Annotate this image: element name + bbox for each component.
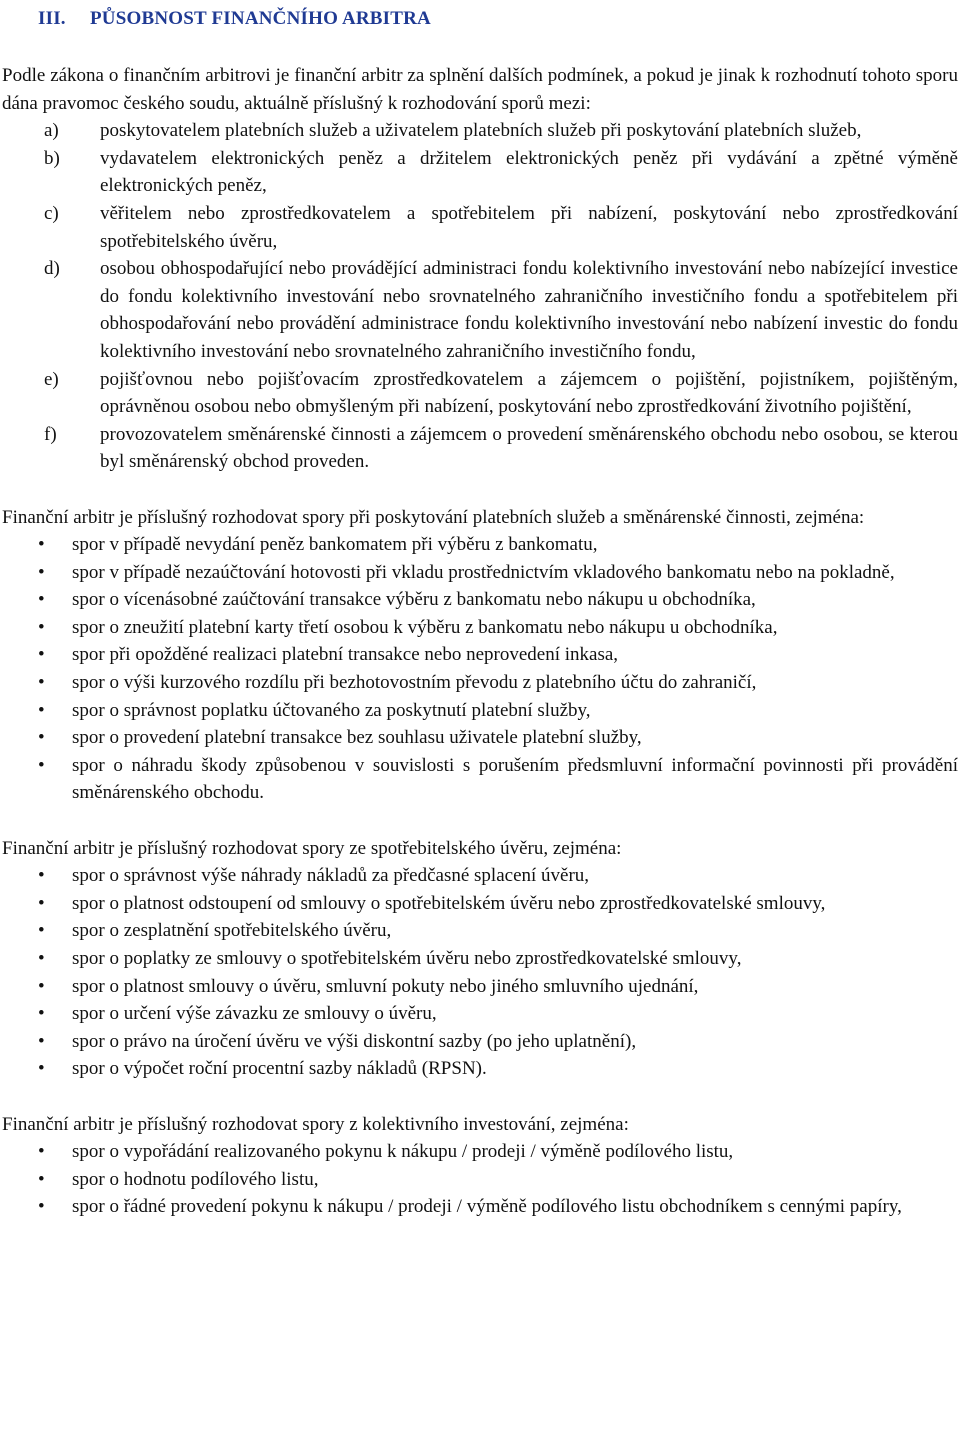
list-item-text: spor o platnost smlouvy o úvěru, smluvní pokuty nebo jiného smluvního ujednání, [72, 975, 699, 997]
payments-list [2, 531, 958, 807]
bullet-icon: • [38, 1003, 45, 1025]
list-item [2, 559, 958, 587]
bullet-icon: • [38, 892, 45, 914]
lettered-item [2, 200, 958, 255]
item-marker: f) [44, 423, 57, 445]
list-item [2, 724, 958, 752]
section-lead-consumer-credit: Finanční arbitr je příslušný rozhodovat spory ze spotřebitelského úvěru, zejména: [2, 837, 622, 859]
consumer-credit-list [2, 862, 958, 1083]
item-marker: b) [44, 147, 60, 169]
list-item-text: spor o provedení platební transakce bez souhlasu uživatele platební služby, [72, 727, 642, 749]
bullet-icon: • [38, 865, 45, 887]
lettered-item [2, 145, 958, 200]
list-item-text: spor o řádné provedení pokynu k nákupu / prodeji / výměně podílového listu obchodníkem s cennými papíry, [72, 1196, 902, 1218]
bullet-icon: • [38, 1168, 45, 1190]
item-marker: a) [44, 120, 59, 142]
lettered-list [2, 117, 958, 476]
section-lead-collective-investment: Finanční arbitr je příslušný rozhodovat spory z kolektivního investování, zejména: [2, 1113, 629, 1135]
list-item-text: spor o správnost poplatku účtovaného za poskytnutí platební služby, [72, 699, 591, 721]
bullet-icon: • [38, 699, 45, 721]
item-text: pojišťovnou nebo pojišťovacím zprostředkovatelem a zájemcem o pojištění, pojistníkem, pojištěným, oprávněnou osobou nebo obmyšleným při nabízení, poskytování nebo zprostředkování životního pojištění, [100, 368, 958, 418]
section-lead-payments: Finanční arbitr je příslušný rozhodovat spory při poskytování platebních služeb a směnárenské činnosti, zejména: [2, 506, 865, 528]
list-item [2, 1000, 958, 1028]
bullet-icon: • [38, 1196, 45, 1218]
item-text: vydavatelem elektronických peněz a držitelem elektronických peněz při vydávání a zpětné výměně elektronických peněz, [100, 147, 958, 197]
bullet-icon: • [38, 1058, 45, 1080]
list-item-text: spor o hodnotu podílového listu, [72, 1168, 319, 1190]
list-item [2, 531, 958, 559]
list-item [2, 1028, 958, 1056]
list-item [2, 890, 958, 918]
list-item [2, 641, 958, 669]
bullet-icon: • [38, 644, 45, 666]
item-marker: c) [44, 202, 59, 224]
lettered-item [2, 421, 958, 476]
item-marker: e) [44, 368, 59, 390]
list-item-text: spor o určení výše závazku ze smlouvy o úvěru, [72, 1003, 437, 1025]
list-item-text: spor o vícenásobné zaúčtování transakce výběru z bankomatu nebo nákupu u obchodníka, [72, 589, 756, 611]
bullet-icon: • [38, 920, 45, 942]
section-heading [38, 4, 958, 34]
spacer [2, 1083, 958, 1111]
bullet-icon: • [38, 534, 45, 556]
list-item [2, 1055, 958, 1083]
item-text: osobou obhospodařující nebo provádějící administraci fondu kolektivního investování nebo nabízející investice do fondu kolektivního investování nebo srovnatelného zahraničního investičního fondu a spotřebitelem při obhospodařování nebo provádění administrace fondu kolektivního investování nebo nabízení investic do fondu kolektivního investování nebo srovnatelného zahraničního investičního fondu, [100, 258, 958, 362]
list-item-text: spor o vypořádání realizovaného pokynu k nákupu / prodeji / výměně podílového listu, [72, 1141, 734, 1163]
list-item [2, 1166, 958, 1194]
section-title: PŮSOBNOST FINANČNÍHO ARBITRA [90, 8, 431, 29]
item-text: provozovatelem směnárenské činnosti a zájemcem o provedení směnárenského obchodu nebo osobou, se kterou byl směnárenský obchod proveden. [100, 423, 958, 473]
list-item-text: spor při opožděné realizaci platební transakce nebo neprovedení inkasa, [72, 644, 619, 666]
bullet-icon: • [38, 1030, 45, 1052]
item-text: poskytovatelem platebních služeb a uživatelem platebních služeb při poskytování platebních služeb, [100, 120, 862, 142]
bullet-icon: • [38, 616, 45, 638]
list-item [2, 1138, 958, 1166]
bullet-icon: • [38, 1141, 45, 1163]
list-item-text: spor o platnost odstoupení od smlouvy o spotřebitelském úvěru nebo zprostředkovatelské smlouvy, [72, 892, 826, 914]
list-item-text: spor v případě nezaúčtování hotovosti při vkladu prostřednictvím vkladového bankomatu nebo na pokladně, [72, 561, 895, 583]
spacer [2, 807, 958, 835]
list-item [2, 614, 958, 642]
list-item [2, 862, 958, 890]
list-item-text: spor o náhradu škody způsobenou v souvislosti s porušením předsmluvní informační povinnosti při provádění směnárenského obchodu. [72, 754, 958, 804]
spacer [2, 476, 958, 504]
bullet-icon: • [38, 727, 45, 749]
list-item-text: spor o výši kurzového rozdílu při bezhotovostním převodu z platebního účtu do zahraničí, [72, 672, 757, 694]
bullet-icon: • [38, 975, 45, 997]
list-item-text: spor v případě nevydání peněz bankomatem při výběru z bankomatu, [72, 534, 598, 556]
list-item-text: spor o zneužití platební karty třetí osobou k výběru z bankomatu nebo nákupu u obchodníka, [72, 616, 778, 638]
list-item-text: spor o poplatky ze smlouvy o spotřebitelském úvěru nebo zprostředkovatelské smlouvy, [72, 948, 742, 969]
bullet-icon: • [38, 948, 45, 969]
lettered-item [2, 255, 958, 365]
list-item [2, 586, 958, 614]
list-item [2, 1193, 958, 1221]
list-item-text: spor o právo na úročení úvěru ve výši diskontní sazby (po jeho uplatnění), [72, 1030, 637, 1052]
bullet-icon: • [38, 754, 45, 776]
lettered-item [2, 366, 958, 421]
intro-paragraph: Podle zákona o finančním arbitrovi je finanční arbitr za splnění dalších podmínek, a pokud je jinak k rozhodnutí tohoto sporu dána pravomoc českého soudu, aktuálně příslušný k rozhodování sporů mezi: [2, 65, 958, 114]
list-item [2, 973, 958, 1001]
item-marker: d) [44, 258, 60, 280]
list-item [2, 752, 958, 807]
bullet-icon: • [38, 672, 45, 694]
section-number: III. [38, 8, 66, 29]
lettered-item [2, 117, 958, 145]
item-text: věřitelem nebo zprostředkovatelem a spotřebitelem při nabízení, poskytování nebo zprostředkování spotřebitelského úvěru, [100, 202, 958, 252]
list-item-text: spor o správnost výše náhrady nákladů za předčasné splacení úvěru, [72, 865, 590, 887]
list-item [2, 697, 958, 725]
list-item-text: spor o výpočet roční procentní sazby nákladů (RPSN). [72, 1058, 487, 1080]
list-item [2, 669, 958, 697]
collective-investment-list [2, 1138, 958, 1221]
list-item-text: spor o zesplatnění spotřebitelského úvěru, [72, 920, 392, 942]
bullet-icon: • [38, 561, 45, 583]
list-item [2, 945, 958, 973]
bullet-icon: • [38, 589, 45, 611]
list-item [2, 917, 958, 945]
